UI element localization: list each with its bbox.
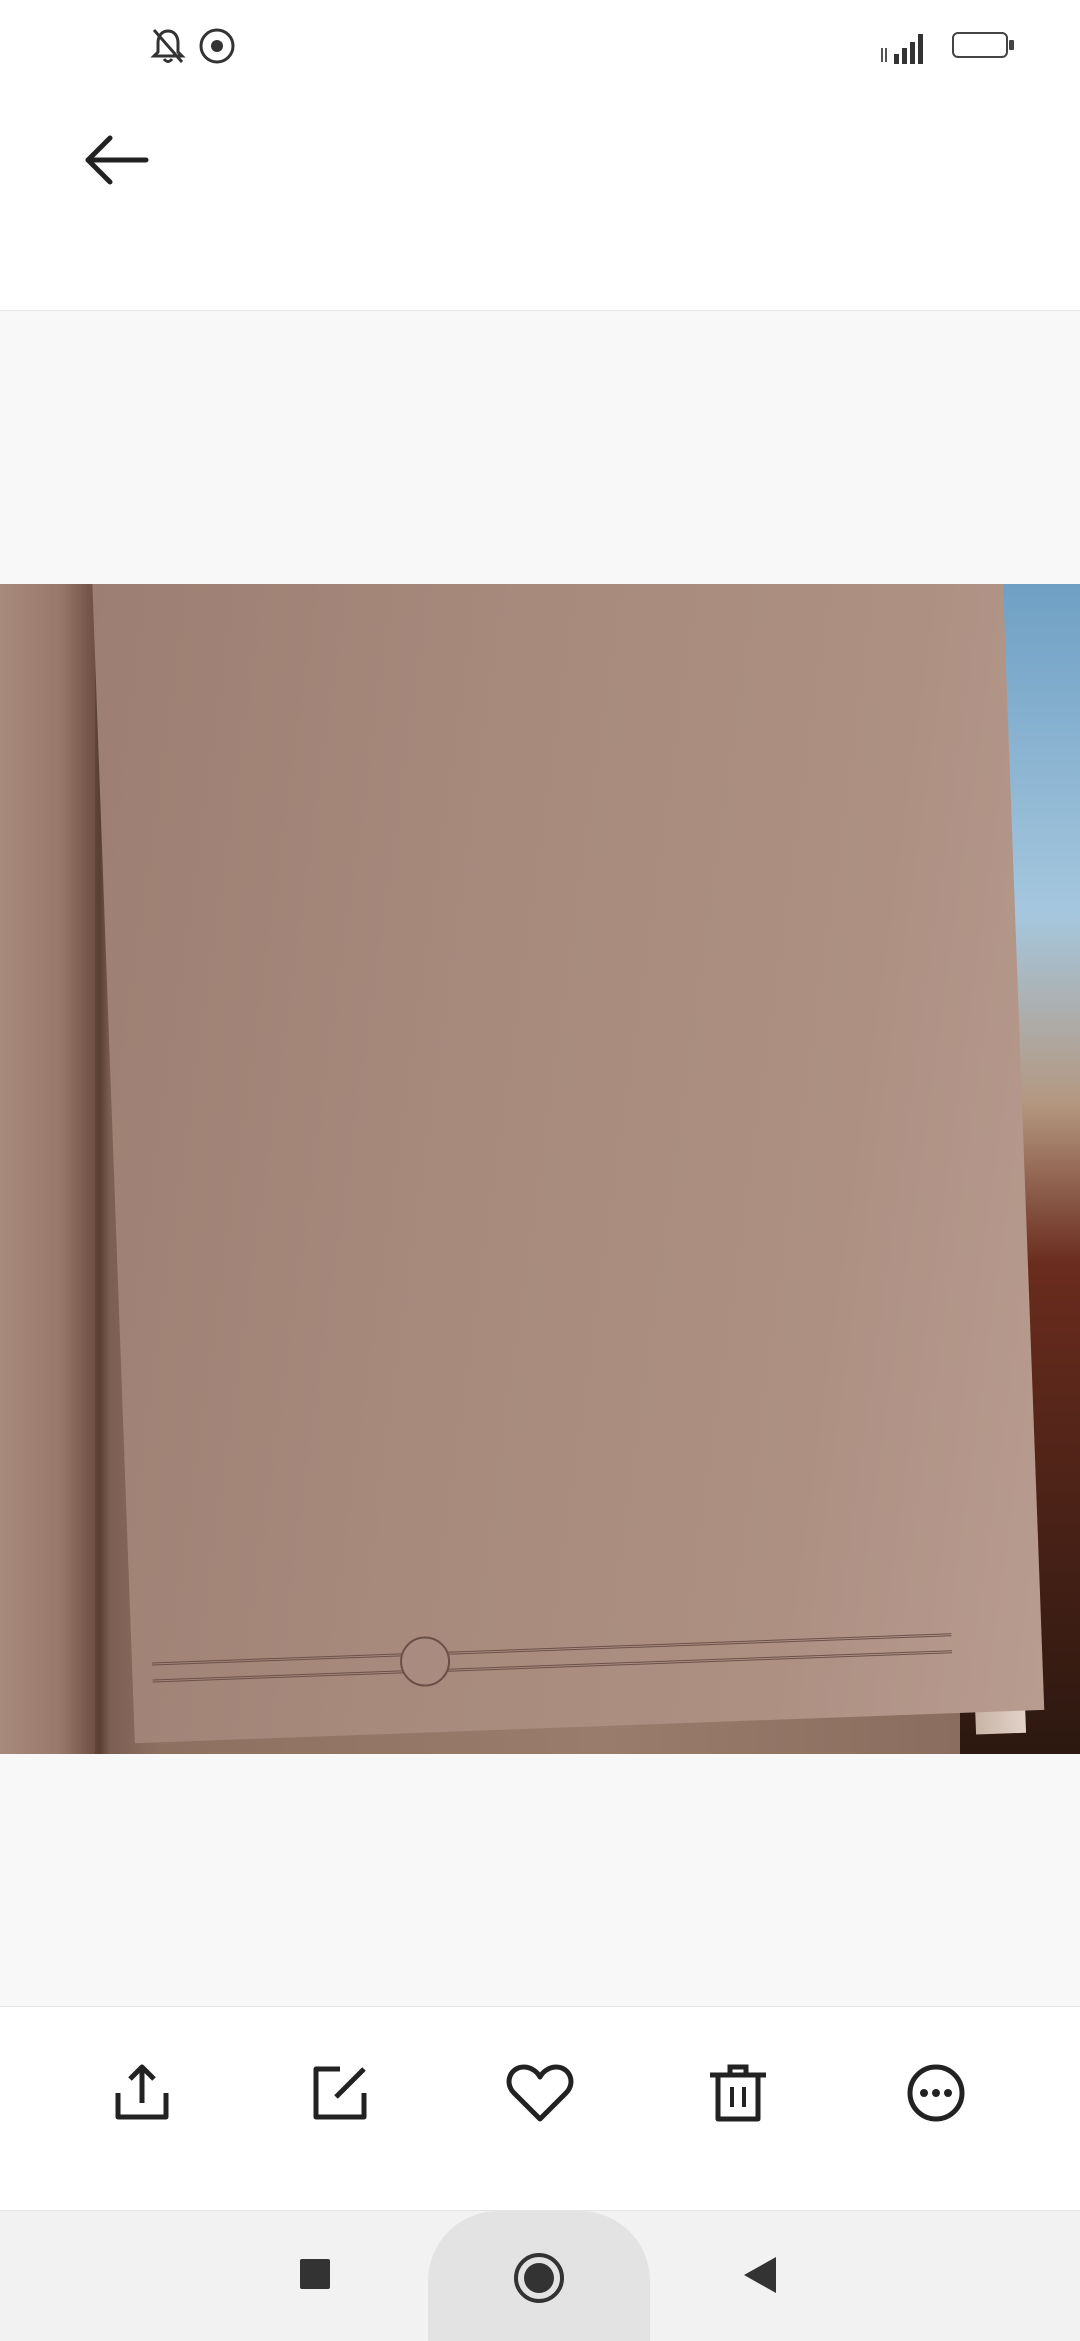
record-icon: [198, 26, 236, 71]
page-footer-ornament: [152, 1633, 952, 1682]
back-button[interactable]: [82, 130, 152, 190]
battery-icon: [952, 32, 1016, 62]
bell-muted-icon: [150, 26, 186, 71]
back-triangle-icon: [740, 2255, 780, 2295]
book-page: [92, 584, 1044, 1743]
bottom-author: [112, 584, 931, 587]
edit-button[interactable]: [298, 2051, 382, 2135]
share-icon: [100, 2051, 184, 2135]
status-bar: [0, 0, 1080, 96]
more-button[interactable]: [894, 2051, 978, 2135]
photo-viewer[interactable]: [0, 584, 1080, 1754]
page-number: [399, 1636, 451, 1688]
home-button[interactable]: [512, 2251, 566, 2310]
back-nav-button[interactable]: [740, 2255, 780, 2300]
bottom-toolbar: [0, 2006, 1080, 2211]
edit-icon: [298, 2051, 382, 2135]
heart-icon: [498, 2051, 582, 2135]
trash-icon: [696, 2051, 780, 2135]
signal-icon: [878, 26, 938, 66]
share-button[interactable]: [100, 2051, 184, 2135]
left-book-page: [0, 584, 95, 1754]
recents-button[interactable]: [298, 2257, 332, 2296]
system-nav-bar: [0, 2210, 1080, 2341]
book-text: [112, 584, 932, 587]
arrow-left-icon: [82, 130, 152, 190]
favorite-button[interactable]: [498, 2051, 582, 2135]
home-circle-icon: [512, 2251, 566, 2305]
recents-square-icon: [298, 2257, 332, 2291]
section-title: [112, 584, 931, 585]
delete-button[interactable]: [696, 2051, 780, 2135]
header: [0, 96, 1080, 311]
more-icon: [894, 2051, 978, 2135]
